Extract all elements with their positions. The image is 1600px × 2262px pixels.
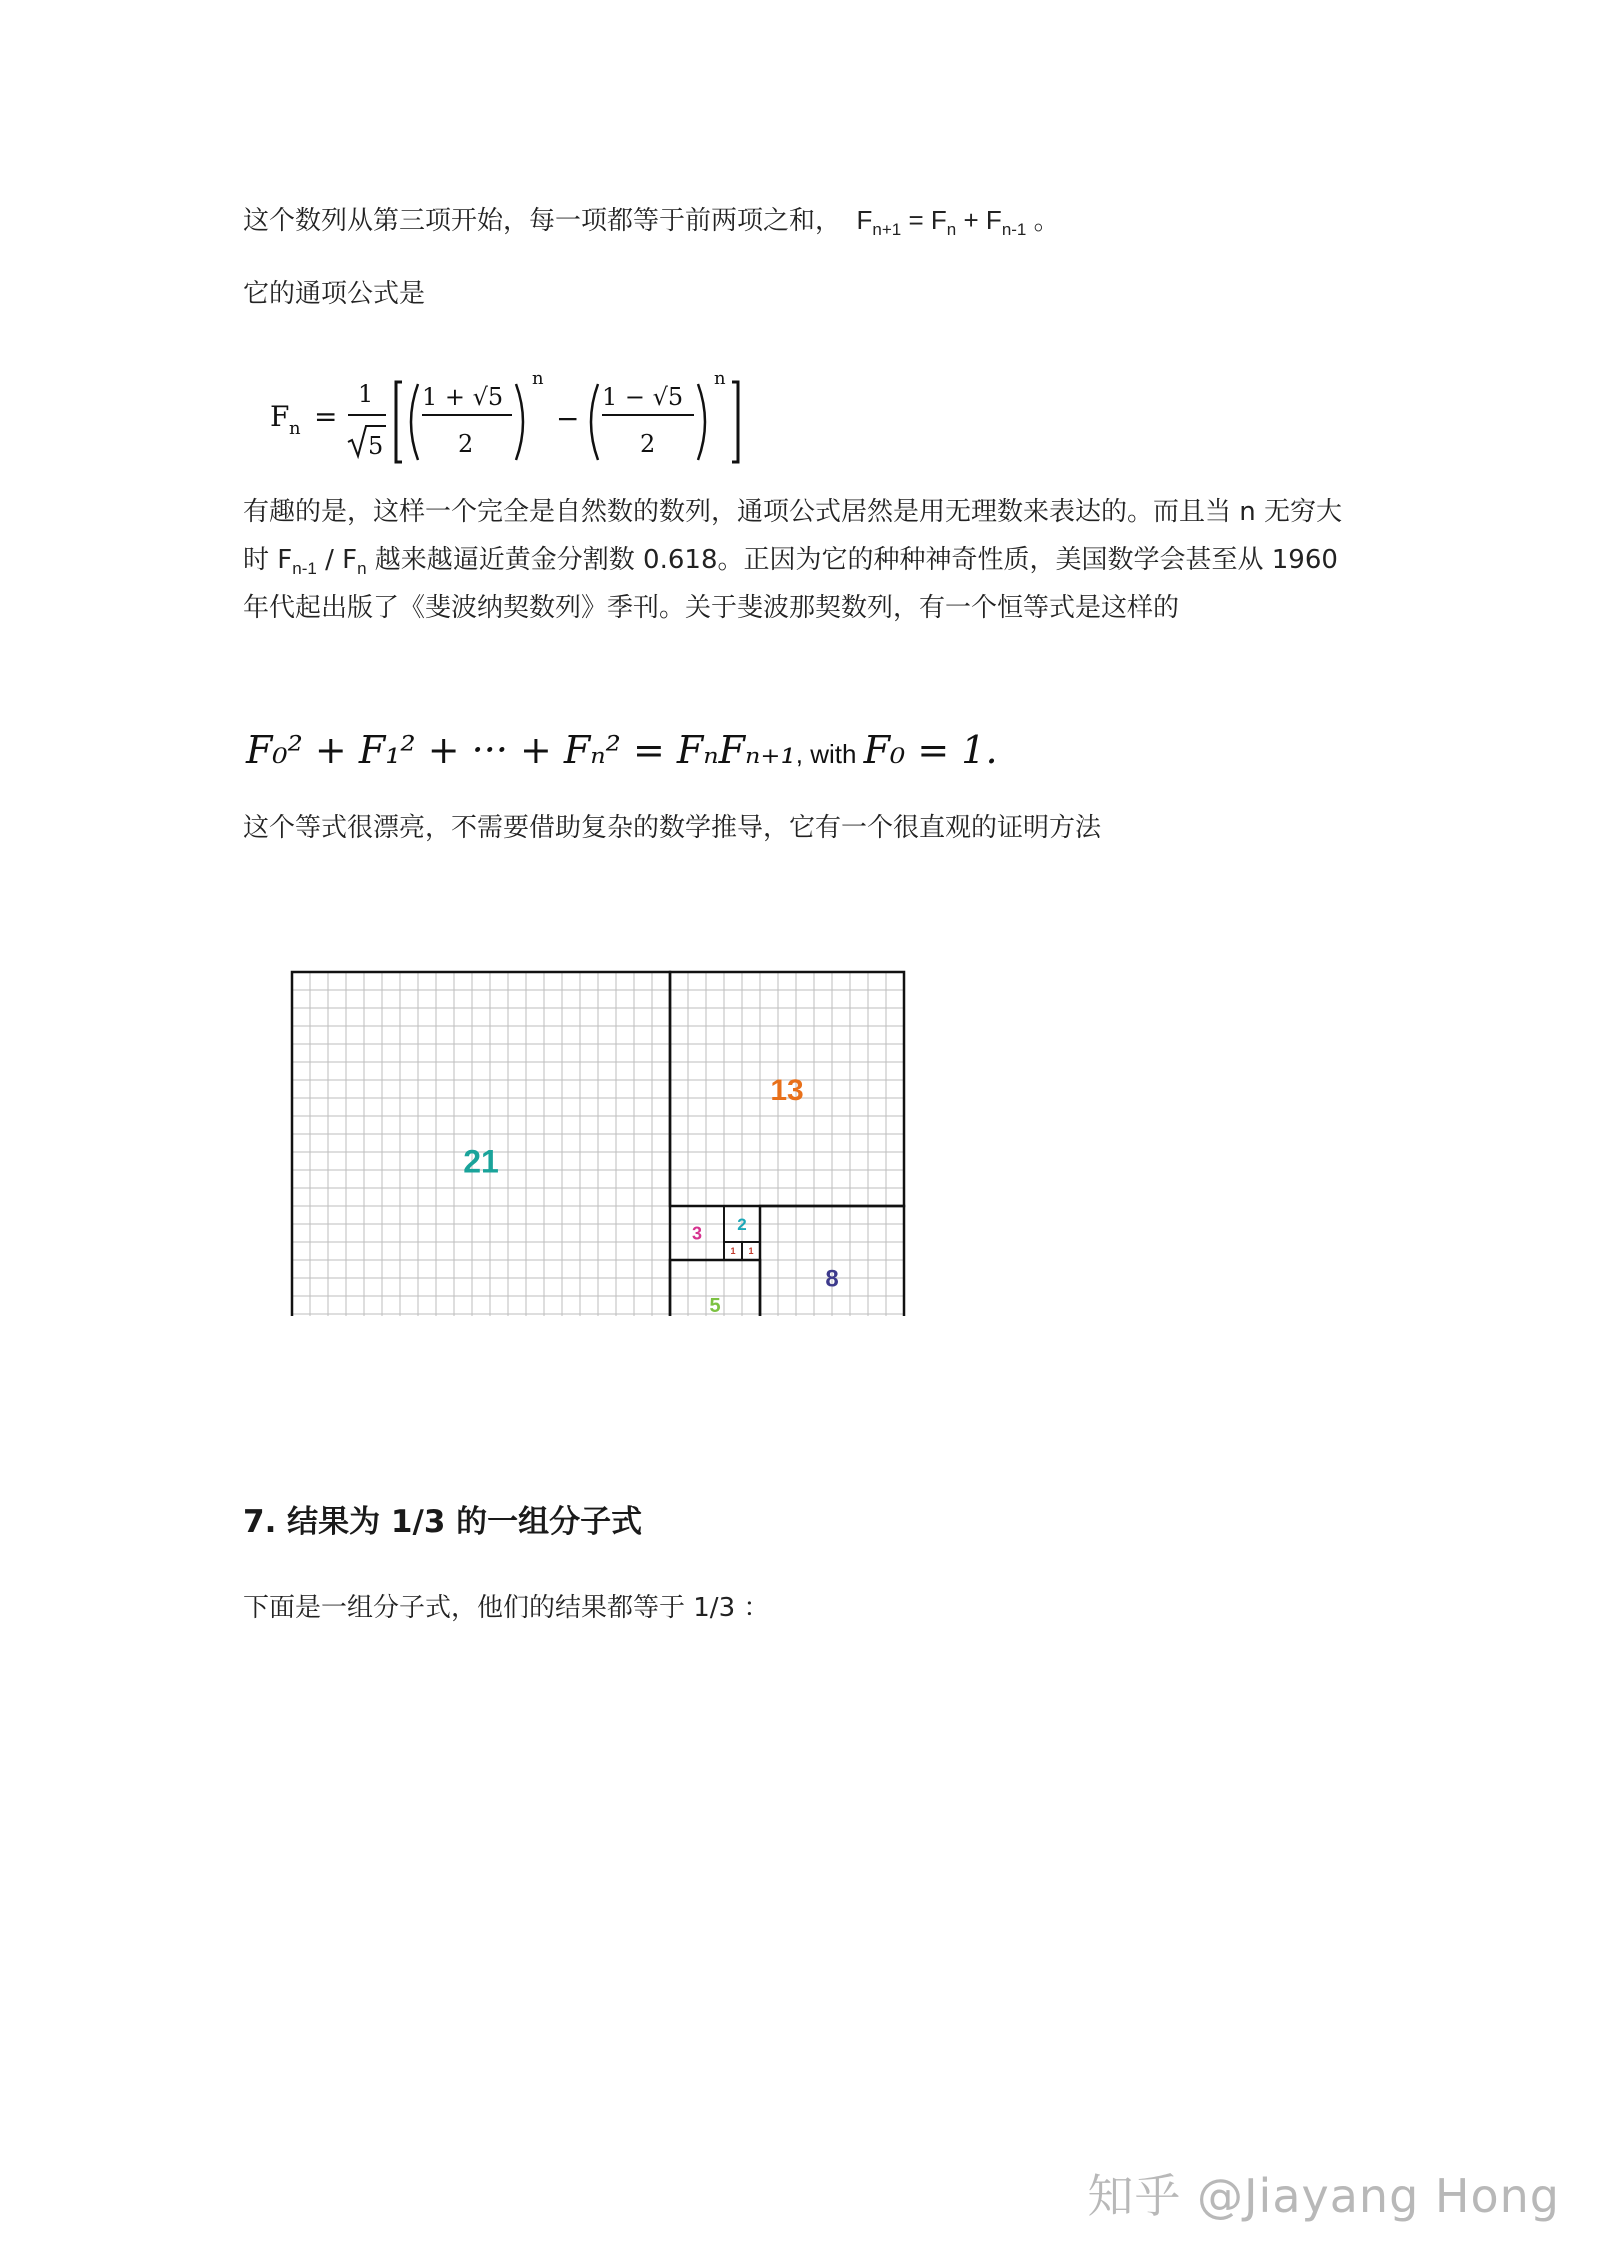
label-2: 2 bbox=[737, 1215, 747, 1235]
svg-text:2: 2 bbox=[458, 430, 474, 458]
svg-text:n: n bbox=[289, 418, 301, 439]
paragraph-proof-intro: 这个等式很漂亮，不需要借助复杂的数学推导，它有一个很直观的证明方法 bbox=[243, 813, 1102, 843]
sum-of-squares-identity: F₀² + F₁² + ··· + Fₙ² = FₙFₙ₊₁, with F₀ = 1. bbox=[246, 728, 998, 772]
identity-tail: F₀ = 1. bbox=[863, 728, 998, 772]
svg-text:n: n bbox=[714, 368, 726, 389]
label-3: 3 bbox=[691, 1223, 703, 1244]
paragraph-golden-ratio: 有趣的是，这样一个完全是自然数的数列，通项公式居然是用无理数来表达的。而且当 n 无穷大时 $F_{n-1} / F_n$ 越来越逼近黄金分割数 0.618。正因为它的种种神奇性质，美国数学会甚至从 1960 年代起出版了《斐波纳契数列》季刊。关于斐波那契数列，有一个恒等式是这样的 bbox=[243, 497, 1343, 623]
label-21: 21 bbox=[463, 1143, 499, 1180]
paragraph-recurrence bbox=[243, 196, 1363, 245]
paragraph-one-third-intro: 下面是一组分子式，他们的结果都等于 1/3 ： bbox=[243, 1593, 770, 1623]
binet-formula bbox=[262, 360, 782, 470]
paragraph-general-formula-intro: 它的通项公式是 bbox=[243, 279, 426, 309]
svg-text:5: 5 bbox=[368, 432, 384, 460]
recurrence-text: 这个数列从第三项开始，每一项都等于前两项之和， bbox=[243, 206, 842, 236]
svg-text:1 − √5: 1 − √5 bbox=[602, 383, 684, 411]
label-5: 5 bbox=[709, 1295, 721, 1316]
svg-text:n: n bbox=[532, 368, 544, 389]
svg-text:1: 1 bbox=[358, 380, 374, 408]
label-13: 13 bbox=[770, 1073, 804, 1107]
recurrence-formula: $F_{n+1} = F_n + F_{n-1}$ 。 bbox=[856, 205, 1060, 239]
section-heading-7: 7. 结果为 1/3 的一组分子式 bbox=[243, 1504, 643, 1540]
label-8: 8 bbox=[825, 1265, 839, 1293]
identity-expression: F₀² + F₁² + ··· + Fₙ² = FₙFₙ₊₁ bbox=[246, 728, 796, 772]
formula-lhs: F bbox=[270, 400, 290, 433]
zhihu-watermark: 知乎 @Jiayang Hong bbox=[1087, 2169, 1560, 2223]
grid-lines bbox=[292, 972, 904, 1316]
svg-text:2: 2 bbox=[640, 430, 656, 458]
fibonacci-squares-figure bbox=[288, 968, 912, 1316]
label-1b: 1 bbox=[748, 1246, 754, 1257]
label-1a: 1 bbox=[730, 1246, 736, 1257]
svg-text:−: − bbox=[556, 402, 580, 435]
svg-text:=: = bbox=[314, 400, 338, 433]
svg-text:1 + √5: 1 + √5 bbox=[422, 383, 504, 411]
